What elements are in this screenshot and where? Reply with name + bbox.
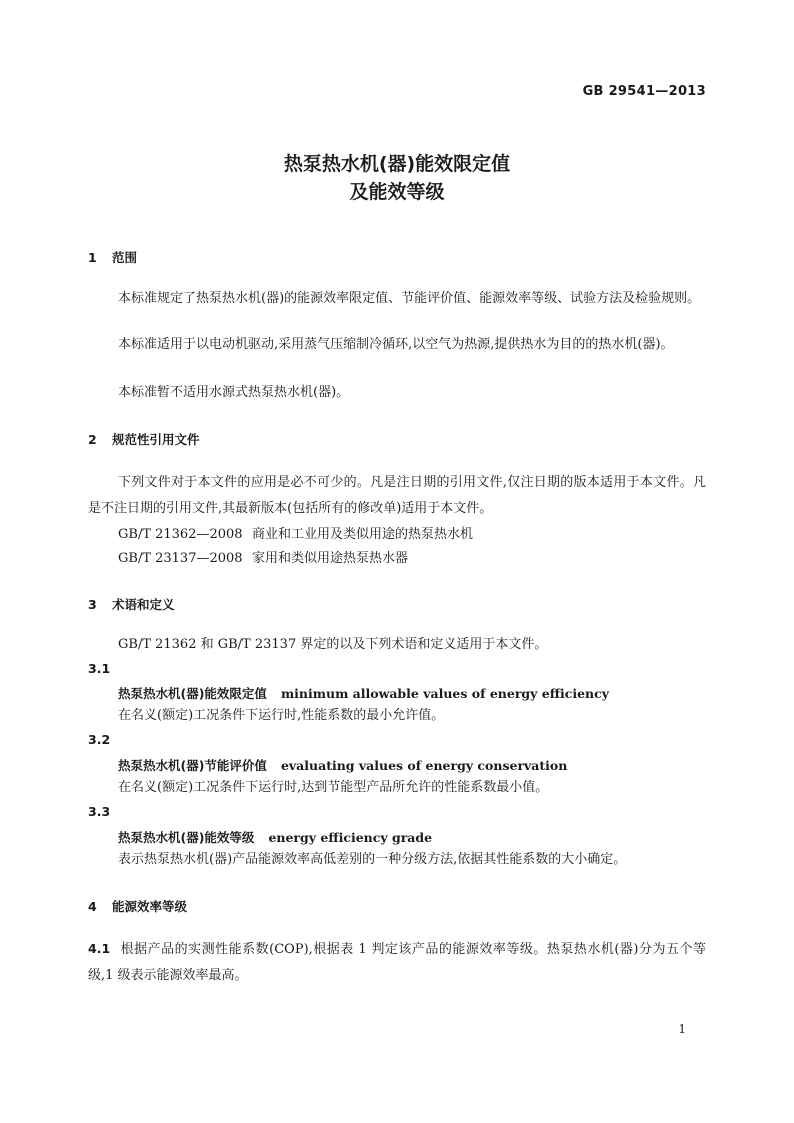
section-1-paragraph-1: 本标准规定了热泵热水机(器)的能源效率限定值、节能评价值、能源效率等级、试验方法及检验规则。 — [118, 291, 701, 306]
term-english: minimum allowable values of energy efficiency — [280, 686, 610, 701]
section-title: 规范性引用文件 — [112, 432, 200, 447]
section-3-paragraph-1: GB/T 21362 和 GB/T 23137 界定的以及下列术语和定义适用于本文件。 — [118, 637, 548, 652]
section-4-heading — [88, 897, 187, 915]
section-number: 2 — [88, 432, 97, 447]
term-chinese: 热泵热水机(器)节能评价值 — [118, 758, 267, 773]
clause-4-1-paragraph — [88, 936, 706, 989]
section-title: 范围 — [112, 250, 138, 265]
term-english: energy efficiency grade — [268, 830, 433, 845]
clause-number: 4.1 — [88, 941, 111, 956]
reference-code: GB/T 23137—2008 — [118, 551, 243, 566]
section-number: 4 — [88, 899, 97, 914]
document-title — [0, 150, 794, 206]
term-entry — [118, 828, 432, 846]
standard-code: GB 29541—2013 — [582, 84, 706, 99]
title-line-1: 热泵热水机(器)能效限定值 — [283, 153, 511, 175]
section-number: 1 — [88, 250, 97, 265]
term-entry — [118, 756, 567, 774]
term-definition: 在名义(额定)工况条件下运行时,性能系数的最小允许值。 — [118, 708, 445, 723]
term-chinese: 热泵热水机(器)能效等级 — [118, 830, 255, 845]
clause-text: 根据产品的实测性能系数(COP),根据表 1 判定该产品的能源效率等级。热泵热水机(器)分为五个等级,1 级表示能源效率最高。 — [88, 942, 706, 983]
term-definition: 在名义(额定)工况条件下运行时,达到节能型产品所允许的性能系数最小值。 — [118, 780, 549, 795]
reference-title: 商业和工业用及类似用途的热泵热水机 — [252, 527, 474, 542]
clause-number: 3.3 — [88, 804, 111, 819]
term-entry — [118, 684, 609, 702]
section-1-heading — [88, 248, 137, 266]
reference-title: 家用和类似用途热泵热水器 — [252, 551, 409, 566]
clause-number: 3.2 — [88, 732, 111, 747]
section-1-paragraph-2: 本标准适用于以电动机驱动,采用蒸气压缩制冷循环,以空气为热源,提供热水为目的的热水机(器)。 — [118, 337, 674, 352]
section-3-heading — [88, 595, 175, 613]
term-chinese: 热泵热水机(器)能效限定值 — [118, 686, 267, 701]
page-number: 1 — [678, 1022, 686, 1036]
reference-item — [118, 547, 408, 566]
section-2-heading — [88, 430, 200, 448]
title-line-2: 及能效等级 — [349, 181, 445, 203]
section-number: 3 — [88, 597, 97, 612]
section-title: 术语和定义 — [112, 597, 175, 612]
section-1-paragraph-3: 本标准暂不适用水源式热泵热水机(器)。 — [118, 385, 350, 400]
section-2-paragraph-1: 下列文件对于本文件的应用是必不可少的。凡是注日期的引用文件,仅注日期的版本适用于本文件。凡是不注日期的引用文件,其最新版本(包括所有的修改单)适用于本文件。 — [88, 475, 706, 516]
clause-number: 3.1 — [88, 661, 111, 676]
term-definition: 表示热泵热水机(器)产品能源效率高低差别的一种分级方法,依据其性能系数的大小确定。 — [118, 852, 627, 867]
section-title: 能源效率等级 — [112, 899, 188, 914]
reference-item — [118, 523, 473, 542]
reference-code: GB/T 21362—2008 — [118, 527, 243, 542]
term-english: evaluating values of energy conservation — [280, 758, 568, 773]
